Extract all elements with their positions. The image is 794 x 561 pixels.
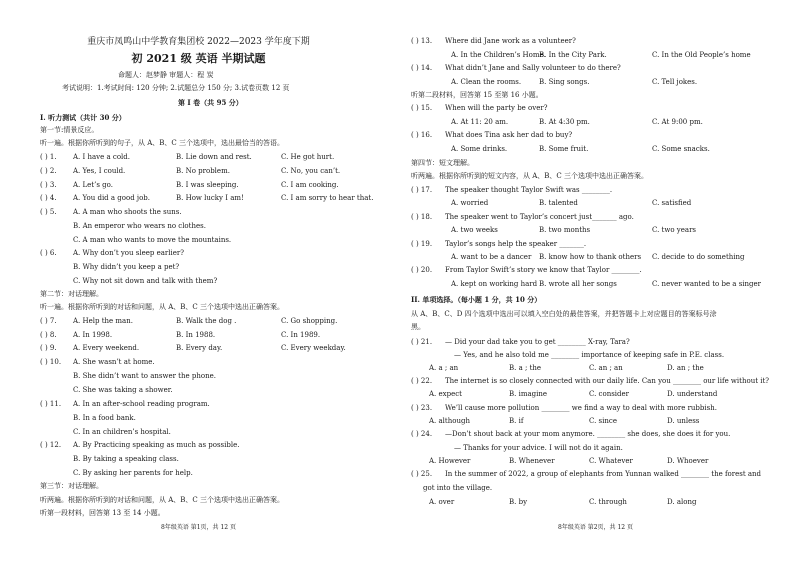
option-c: C. consider xyxy=(589,390,630,398)
option-a: A. Help the man. xyxy=(73,317,133,325)
option-c: C. two years xyxy=(652,226,697,234)
option-b: B. Why didn’t you keep a pet? xyxy=(73,263,180,271)
option-b: B. wrote all her songs xyxy=(539,280,617,288)
question-stem: From Taylor Swift’s story we know that Taylor ________. xyxy=(445,266,642,274)
option-b: B. At 4:30 pm. xyxy=(539,118,590,126)
option-b: B. How lucky I am! xyxy=(176,194,244,202)
option-a: A. want to be a dancer xyxy=(451,253,532,261)
option-a: A. Yes, I could. xyxy=(73,167,126,175)
section-instructions-cont: 黑。 xyxy=(411,323,425,331)
option-a: A. a ; an xyxy=(429,364,459,372)
option-a: A. A man who shoots the suns. xyxy=(73,208,182,216)
option-b: B. In the City Park. xyxy=(539,51,607,59)
option-c: C. In the Old People’s home xyxy=(652,51,751,59)
option-b: B. Some fruit. xyxy=(539,145,589,153)
option-a: A. Some drinks. xyxy=(451,145,508,153)
part-subinstruction: 听第二段材料，回答第 15 至第 16 小题。 xyxy=(411,91,543,99)
question-stem: — Did your dad take you to get ________ X-ray, Tara? xyxy=(445,338,630,346)
option-a: A. Let’s go. xyxy=(73,181,113,189)
question-stem: When will the party be over? xyxy=(445,104,548,112)
school-title: 重庆市凤鸣山中学教育集团校 2022—2023 学年度下期 xyxy=(87,37,310,47)
option-b: B. She didn’t want to answer the phone. xyxy=(73,372,216,380)
option-c: C. A man who wants to move the mountains. xyxy=(73,236,232,244)
part-heading: 第三节：对话理解。 xyxy=(40,482,103,490)
question-stem: What does Tina ask her dad to buy? xyxy=(445,131,573,139)
option-a: A. Every weekend. xyxy=(73,344,140,352)
option-a: A. At 11: 20 am. xyxy=(451,118,509,126)
option-c: C. Why not sit down and talk with them? xyxy=(73,277,218,285)
option-b: B. by xyxy=(509,498,528,506)
option-b: B. Lie down and rest. xyxy=(176,153,252,161)
question-stem-cont: got into the village. xyxy=(423,484,493,492)
option-b: B. know how to thank others xyxy=(539,253,642,261)
option-b: B. Every day. xyxy=(176,344,223,352)
option-a: A. In 1998. xyxy=(73,331,113,339)
question-number: ( ) 6. xyxy=(40,249,57,257)
question-stem: What didn’t Jane and Sally volunteer to do there? xyxy=(445,64,621,72)
option-c: C. Whatever xyxy=(589,457,633,465)
option-a: A. over xyxy=(429,498,455,506)
option-c: C. through xyxy=(589,498,627,506)
option-c: C. Tell jokes. xyxy=(652,78,698,86)
option-a: A. In the Children’s Home. xyxy=(451,51,546,59)
question-number: ( ) 17. xyxy=(411,186,433,194)
question-stem: The internet is so closely connected with our daily life. Can you ________ our life without it? xyxy=(445,377,770,385)
option-b: B. No problem. xyxy=(176,167,230,175)
option-b: B. Walk the dog . xyxy=(176,317,237,325)
question-stem: Taylor’s songs help the speaker _______. xyxy=(445,240,587,248)
option-a: A. She wasn’t at home. xyxy=(73,358,155,366)
question-number: ( ) 21. xyxy=(411,338,433,346)
part-instructions: 听一遍。根据你所听到的句子，从 A、B、C 三个选项中，选出最恰当的答语。 xyxy=(40,139,285,147)
option-c: C. I am cooking. xyxy=(281,181,339,189)
option-c: C. since xyxy=(589,417,617,425)
option-c: C. He got hurt. xyxy=(281,153,335,161)
question-stem-cont: — Yes, and he also told me ________ importance of keeping safe in P.E. class. xyxy=(454,351,725,359)
question-number: ( ) 2. xyxy=(40,167,57,175)
option-b: B. talented xyxy=(539,199,578,207)
option-c: C. In an children’s hospital. xyxy=(73,428,171,436)
option-c: C. an ; an xyxy=(589,364,623,372)
question-number: ( ) 9. xyxy=(40,344,57,352)
makers-line: 命题人：赵梦静 审题人：程 炭 xyxy=(118,71,214,79)
option-a: A. Clean the rooms. xyxy=(451,78,522,86)
exam-title: 初 2021 级 英语 半期试题 xyxy=(131,52,266,65)
question-stem: Where did Jane work as a volunteer? xyxy=(445,37,576,45)
option-c: C. decide to do something xyxy=(652,253,745,261)
question-stem: We’ll cause more pollution ________ we find a way to deal with more rubbish. xyxy=(445,404,717,412)
option-c: C. In 1989. xyxy=(281,331,321,339)
section-instructions: 从 A、B、C、D 四个选项中选出可以填入空白处的最佳答案，并把答题卡上对应题目的答案标号涂 xyxy=(411,310,717,318)
option-b: B. In a food bank. xyxy=(73,414,136,422)
option-b: B. By taking a speaking class. xyxy=(73,455,179,463)
part-instructions: 听两遍。根据你所听到的短文内容，从 A、B、C 三个选项中选出正确答案。 xyxy=(411,172,649,180)
option-b: B. I was sleeping. xyxy=(176,181,239,189)
option-c: C. Every weekday. xyxy=(281,344,346,352)
option-c: C. By asking her parents for help. xyxy=(73,469,193,477)
option-a: A. I have a cold. xyxy=(73,153,130,161)
exam-notes: 考试说明：1.考试时间: 120 分钟; 2.试题总分 150 分; 3.试卷页数 12 页 xyxy=(62,84,290,92)
option-c: C. I am sorry to hear that. xyxy=(281,194,374,202)
question-number: ( ) 4. xyxy=(40,194,57,202)
option-a: A. By Practicing speaking as much as possible. xyxy=(73,441,240,449)
option-a: A. In an after-school reading program. xyxy=(73,400,210,408)
question-number: ( ) 11. xyxy=(40,400,62,408)
question-number: ( ) 23. xyxy=(411,404,433,412)
question-number: ( ) 14. xyxy=(411,64,433,72)
question-stem: The speaker went to Taylor’s concert just_______ ago. xyxy=(445,213,634,221)
option-a: A. Why don’t you sleep earlier? xyxy=(73,249,184,257)
question-stem: In the summer of 2022, a group of elephants from Yunnan walked ________ the forest and xyxy=(445,470,762,478)
option-b: B. Whenever xyxy=(509,457,555,465)
option-c: C. Some snacks. xyxy=(652,145,710,153)
part-instructions: 听一遍。根据你所听到的对话和问题，从 A、B、C 三个选项中选出正确答案。 xyxy=(40,303,285,311)
option-b: B. a ; the xyxy=(509,364,542,372)
question-number: ( ) 3. xyxy=(40,181,57,189)
option-a: A. two weeks xyxy=(451,226,498,234)
question-number: ( ) 15. xyxy=(411,104,433,112)
page-right xyxy=(397,0,794,561)
section-heading: II. 单项选择。（每小题 1 分，共 10 分） xyxy=(411,295,542,304)
question-number: ( ) 7. xyxy=(40,317,57,325)
question-number: ( ) 20. xyxy=(411,266,433,274)
question-number: ( ) 19. xyxy=(411,240,433,248)
page-footer: 8年级英语 第1页，共 12 页 xyxy=(161,524,236,531)
option-a: A. expect xyxy=(429,390,462,398)
part-heading: 第四节：短文理解。 xyxy=(411,159,474,167)
option-a: A. kept on working hard xyxy=(451,280,538,288)
option-a: A. worried xyxy=(451,199,489,207)
option-a: A. although xyxy=(429,417,470,425)
question-number: ( ) 10. xyxy=(40,358,62,366)
part-instructions: 听两遍。根据你所听到的对话和问题，从 A、B、C 三个选项中选出正确答案。 xyxy=(40,496,285,504)
question-stem: The speaker thought Taylor Swift was ________. xyxy=(445,186,613,194)
question-number: ( ) 22. xyxy=(411,377,433,385)
option-b: B. Sing songs. xyxy=(539,78,590,86)
question-number: ( ) 13. xyxy=(411,37,433,45)
question-number: ( ) 12. xyxy=(40,441,62,449)
option-d: D. understand xyxy=(667,390,718,398)
option-d: D. unless xyxy=(667,417,700,425)
question-number: ( ) 18. xyxy=(411,213,433,221)
option-c: C. She was taking a shower. xyxy=(73,386,173,394)
question-number: ( ) 25. xyxy=(411,470,433,478)
question-number: ( ) 16. xyxy=(411,131,433,139)
option-c: C. No, you can’t. xyxy=(281,167,341,175)
option-a: A. However xyxy=(429,457,471,465)
page-footer: 8年级英语 第2页，共 12 页 xyxy=(558,524,633,531)
option-a: A. You did a good job. xyxy=(73,194,150,202)
volume-title: 第 I 卷（共 95 分） xyxy=(178,98,243,107)
option-c: C. At 9:00 pm. xyxy=(652,118,703,126)
question-number: ( ) 24. xyxy=(411,430,433,438)
option-c: C. Go shopping. xyxy=(281,317,338,325)
option-b: B. An emperor who wears no clothes. xyxy=(73,222,206,230)
option-d: D. along xyxy=(667,498,697,506)
question-stem: —Don’t shout back at your mom anymore. ________ she does, she does it for you. xyxy=(445,430,731,438)
option-d: D. an ; the xyxy=(667,364,704,372)
question-number: ( ) 5. xyxy=(40,208,57,216)
part-heading: 第一节:情景反应。 xyxy=(40,126,99,134)
option-b: B. imagine xyxy=(509,390,548,398)
option-b: B. if xyxy=(509,417,524,425)
option-b: B. two months xyxy=(539,226,591,234)
option-c: C. satisfied xyxy=(652,199,692,207)
question-number: ( ) 8. xyxy=(40,331,57,339)
option-d: D. Whoever xyxy=(667,457,709,465)
section-heading: I. 听力测试（共计 30 分） xyxy=(40,113,126,122)
part-subinstruction: 听第一段材料，回答第 13 至 14 小题。 xyxy=(40,509,165,517)
option-b: B. In 1988. xyxy=(176,331,216,339)
question-number: ( ) 1. xyxy=(40,153,57,161)
question-stem-cont: — Thanks for your advice. I will not do it again. xyxy=(454,444,623,452)
option-c: C. never wanted to be a singer xyxy=(652,280,762,288)
part-heading: 第二节：对话理解。 xyxy=(40,290,103,298)
